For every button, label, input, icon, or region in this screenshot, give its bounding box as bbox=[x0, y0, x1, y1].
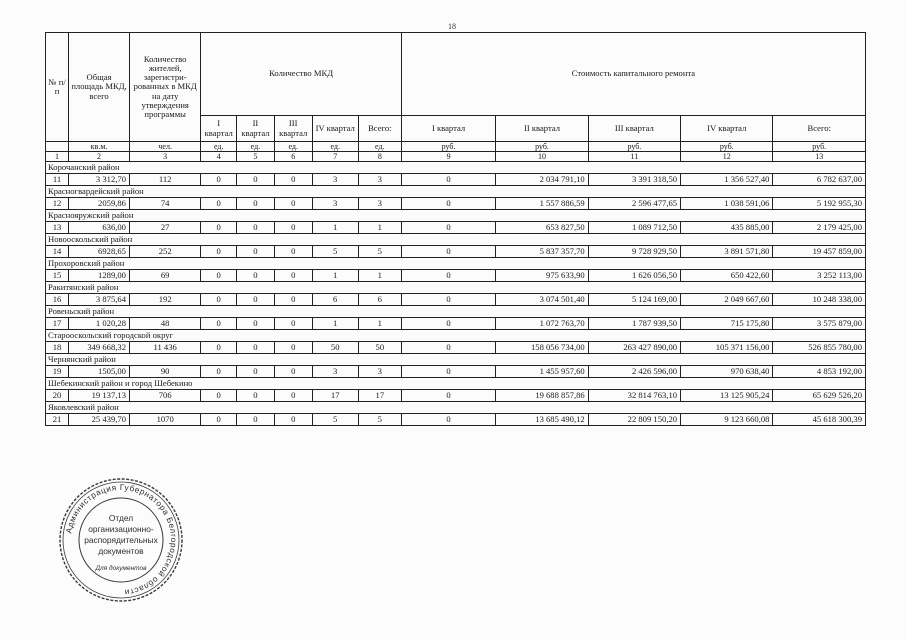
cost-q1-cell: 0 bbox=[401, 222, 495, 234]
cost-q3-cell: 2 596 477,65 bbox=[588, 198, 680, 210]
cost-q4-cell: 13 125 905,24 bbox=[681, 390, 773, 402]
residents-cell: 90 bbox=[129, 366, 200, 378]
cost-q3-cell: 5 124 169,00 bbox=[588, 294, 680, 306]
mkd-q1-cell: 0 bbox=[201, 198, 237, 210]
cost-q1-cell: 0 bbox=[401, 414, 495, 426]
column-number: 5 bbox=[237, 152, 275, 162]
table-row bbox=[46, 174, 866, 186]
region-row bbox=[46, 162, 866, 174]
row-number-cell: 16 bbox=[46, 294, 69, 306]
units-row bbox=[46, 142, 866, 152]
cost-q2-cell: 19 688 857,86 bbox=[496, 390, 588, 402]
row-number-cell: 15 bbox=[46, 270, 69, 282]
cost-q4-cell: 715 175,80 bbox=[681, 318, 773, 330]
cost-q3-cell: 263 427 890,00 bbox=[588, 342, 680, 354]
cost-q2-cell: 653 827,50 bbox=[496, 222, 588, 234]
cost-total-cell: 19 457 859,00 bbox=[773, 246, 866, 258]
cost-q4-cell: 2 049 667,60 bbox=[681, 294, 773, 306]
cost-total-cell: 5 192 955,30 bbox=[773, 198, 866, 210]
header-mkd-q2: II квартал bbox=[237, 116, 275, 142]
region-row bbox=[46, 402, 866, 414]
cost-q4-cell: 3 891 571,80 bbox=[681, 246, 773, 258]
unit-cell: чел. bbox=[129, 142, 200, 152]
mkd-q4-cell: 3 bbox=[312, 366, 358, 378]
column-number: 6 bbox=[274, 152, 312, 162]
stamp-line: Отдел bbox=[108, 513, 134, 523]
total-area-cell: 25 439,70 bbox=[69, 414, 130, 426]
region-name: Краснояружский район bbox=[46, 210, 866, 222]
cost-total-cell: 3 575 879,00 bbox=[773, 318, 866, 330]
mkd-q2-cell: 0 bbox=[237, 342, 275, 354]
header-mkd-q4: IV квартал bbox=[312, 116, 358, 142]
unit-cell: кв.м. bbox=[69, 142, 130, 152]
row-number-cell: 11 bbox=[46, 174, 69, 186]
header-cost-total: Всего: bbox=[773, 116, 866, 142]
page-number: 18 bbox=[448, 22, 456, 31]
cost-q4-cell: 650 422,60 bbox=[681, 270, 773, 282]
cost-q1-cell: 0 bbox=[401, 318, 495, 330]
cost-total-cell: 6 782 637,00 bbox=[773, 174, 866, 186]
cost-total-cell: 526 855 780,00 bbox=[773, 342, 866, 354]
row-number-cell: 20 bbox=[46, 390, 69, 402]
cost-q1-cell: 0 bbox=[401, 174, 495, 186]
mkd-q4-cell: 6 bbox=[312, 294, 358, 306]
mkd-q2-cell: 0 bbox=[237, 414, 275, 426]
cost-q3-cell: 2 426 596,00 bbox=[588, 366, 680, 378]
region-row bbox=[46, 186, 866, 198]
mkd-q2-cell: 0 bbox=[237, 198, 275, 210]
header-mkd-count: Количество МКД bbox=[201, 33, 401, 116]
column-number: 2 bbox=[69, 152, 130, 162]
cost-total-cell: 45 618 300,39 bbox=[773, 414, 866, 426]
region-row bbox=[46, 210, 866, 222]
region-row bbox=[46, 306, 866, 318]
mkd-q3-cell: 0 bbox=[274, 270, 312, 282]
official-stamp bbox=[58, 477, 184, 603]
mkd-q3-cell: 0 bbox=[274, 294, 312, 306]
mkd-q2-cell: 0 bbox=[237, 366, 275, 378]
row-number-cell: 14 bbox=[46, 246, 69, 258]
residents-cell: 11 436 bbox=[129, 342, 200, 354]
region-name: Яковлевский район bbox=[46, 402, 866, 414]
table-row bbox=[46, 414, 866, 426]
header-mkd-q1: I квартал bbox=[201, 116, 237, 142]
total-area-cell: 636,00 bbox=[69, 222, 130, 234]
total-area-cell: 3 312,70 bbox=[69, 174, 130, 186]
region-row bbox=[46, 330, 866, 342]
residents-cell: 1070 bbox=[129, 414, 200, 426]
table-row bbox=[46, 198, 866, 210]
unit-cell: руб. bbox=[588, 142, 680, 152]
stamp-line: распорядительных bbox=[84, 535, 158, 545]
table-row bbox=[46, 390, 866, 402]
region-row bbox=[46, 354, 866, 366]
region-name: Чернянский район bbox=[46, 354, 866, 366]
region-name: Шебекинский район и город Шебекино bbox=[46, 378, 866, 390]
unit-cell: руб. bbox=[681, 142, 773, 152]
mkd-total-cell: 17 bbox=[358, 390, 401, 402]
cost-q4-cell: 105 371 156,00 bbox=[681, 342, 773, 354]
table-body bbox=[46, 162, 866, 426]
cost-q2-cell: 1 557 886,59 bbox=[496, 198, 588, 210]
mkd-q3-cell: 0 bbox=[274, 414, 312, 426]
mkd-q1-cell: 0 bbox=[201, 270, 237, 282]
cost-q2-cell: 13 685 490,12 bbox=[496, 414, 588, 426]
unit-cell: ед. bbox=[237, 142, 275, 152]
mkd-q4-cell: 17 bbox=[312, 390, 358, 402]
mkd-q4-cell: 1 bbox=[312, 270, 358, 282]
table-row bbox=[46, 366, 866, 378]
mkd-total-cell: 1 bbox=[358, 222, 401, 234]
table-row bbox=[46, 270, 866, 282]
mkd-q3-cell: 0 bbox=[274, 174, 312, 186]
mkd-q4-cell: 3 bbox=[312, 198, 358, 210]
region-row bbox=[46, 234, 866, 246]
stamp-line: организационно- bbox=[88, 524, 154, 534]
column-number: 8 bbox=[358, 152, 401, 162]
cost-q1-cell: 0 bbox=[401, 390, 495, 402]
residents-cell: 27 bbox=[129, 222, 200, 234]
header-residents: Количество жителей, зарегистри-рованных в МКД на дату утверждения программы bbox=[129, 33, 200, 142]
cost-q1-cell: 0 bbox=[401, 270, 495, 282]
cost-total-cell: 2 179 425,00 bbox=[773, 222, 866, 234]
residents-cell: 112 bbox=[129, 174, 200, 186]
region-row bbox=[46, 378, 866, 390]
mkd-total-cell: 3 bbox=[358, 174, 401, 186]
mkd-q4-cell: 1 bbox=[312, 318, 358, 330]
mkd-q2-cell: 0 bbox=[237, 174, 275, 186]
row-number-cell: 21 bbox=[46, 414, 69, 426]
region-name: Старооскольский городской округ bbox=[46, 330, 866, 342]
cost-q3-cell: 1 626 056,50 bbox=[588, 270, 680, 282]
unit-cell: руб. bbox=[401, 142, 495, 152]
cost-q3-cell: 22 809 150,20 bbox=[588, 414, 680, 426]
cost-q1-cell: 0 bbox=[401, 246, 495, 258]
cost-q4-cell: 9 123 660,08 bbox=[681, 414, 773, 426]
cost-total-cell: 65 629 526,20 bbox=[773, 390, 866, 402]
cost-q2-cell: 5 837 357,70 bbox=[496, 246, 588, 258]
mkd-q1-cell: 0 bbox=[201, 414, 237, 426]
stamp-center-text bbox=[80, 513, 162, 557]
cost-total-cell: 4 853 192,00 bbox=[773, 366, 866, 378]
stamp-ring-text: Администрация Губернатора Белгородской области bbox=[64, 482, 179, 597]
mkd-total-cell: 5 bbox=[358, 414, 401, 426]
mkd-q2-cell: 0 bbox=[237, 222, 275, 234]
cost-q1-cell: 0 bbox=[401, 342, 495, 354]
residents-cell: 69 bbox=[129, 270, 200, 282]
mkd-q1-cell: 0 bbox=[201, 318, 237, 330]
stamp-lower-text: Для документов bbox=[95, 565, 147, 572]
mkd-q3-cell: 0 bbox=[274, 342, 312, 354]
mkd-q3-cell: 0 bbox=[274, 366, 312, 378]
table-row bbox=[46, 246, 866, 258]
header-num: № п/п bbox=[46, 33, 69, 142]
stamp-line: документов bbox=[98, 546, 144, 556]
cost-q3-cell: 1 089 712,50 bbox=[588, 222, 680, 234]
mkd-total-cell: 50 bbox=[358, 342, 401, 354]
region-row bbox=[46, 258, 866, 270]
cost-q2-cell: 2 034 791,10 bbox=[496, 174, 588, 186]
cost-total-cell: 10 248 338,00 bbox=[773, 294, 866, 306]
mkd-q1-cell: 0 bbox=[201, 222, 237, 234]
header-repair-cost: Стоимость капитального ремонта bbox=[401, 33, 865, 116]
mkd-q2-cell: 0 bbox=[237, 246, 275, 258]
mkd-q1-cell: 0 bbox=[201, 366, 237, 378]
residents-cell: 706 bbox=[129, 390, 200, 402]
table-row bbox=[46, 318, 866, 330]
region-name: Новооскольский район bbox=[46, 234, 866, 246]
row-number-cell: 13 bbox=[46, 222, 69, 234]
mkd-total-cell: 1 bbox=[358, 270, 401, 282]
row-number-cell: 19 bbox=[46, 366, 69, 378]
residents-cell: 192 bbox=[129, 294, 200, 306]
mkd-q3-cell: 0 bbox=[274, 198, 312, 210]
mkd-q1-cell: 0 bbox=[201, 174, 237, 186]
mkd-q2-cell: 0 bbox=[237, 318, 275, 330]
unit-cell: руб. bbox=[496, 142, 588, 152]
mkd-q2-cell: 0 bbox=[237, 270, 275, 282]
cost-q3-cell: 32 814 763,10 bbox=[588, 390, 680, 402]
cost-q4-cell: 1 038 591,06 bbox=[681, 198, 773, 210]
residents-cell: 48 bbox=[129, 318, 200, 330]
mkd-q4-cell: 5 bbox=[312, 414, 358, 426]
mkd-q3-cell: 0 bbox=[274, 222, 312, 234]
region-name: Корочанский район bbox=[46, 162, 866, 174]
column-number: 10 bbox=[496, 152, 588, 162]
table-row bbox=[46, 342, 866, 354]
unit-cell: ед. bbox=[274, 142, 312, 152]
region-row bbox=[46, 282, 866, 294]
cost-q2-cell: 3 074 501,40 bbox=[496, 294, 588, 306]
cost-q1-cell: 0 bbox=[401, 198, 495, 210]
header-mkd-q3: III квартал bbox=[274, 116, 312, 142]
header-area: Общая площадь МКД, всего bbox=[69, 33, 130, 142]
row-number-cell: 12 bbox=[46, 198, 69, 210]
total-area-cell: 1505,00 bbox=[69, 366, 130, 378]
capital-repair-table bbox=[45, 32, 866, 426]
mkd-q3-cell: 0 bbox=[274, 246, 312, 258]
header-cost-q3: III квартал bbox=[588, 116, 680, 142]
cost-total-cell: 3 252 113,00 bbox=[773, 270, 866, 282]
total-area-cell: 3 875,64 bbox=[69, 294, 130, 306]
cost-q4-cell: 970 638,40 bbox=[681, 366, 773, 378]
column-number: 4 bbox=[201, 152, 237, 162]
unit-cell: ед. bbox=[312, 142, 358, 152]
cost-q3-cell: 1 787 939,50 bbox=[588, 318, 680, 330]
table-row bbox=[46, 222, 866, 234]
cost-q2-cell: 975 633,90 bbox=[496, 270, 588, 282]
mkd-q2-cell: 0 bbox=[237, 294, 275, 306]
mkd-q4-cell: 5 bbox=[312, 246, 358, 258]
cost-q4-cell: 1 356 527,40 bbox=[681, 174, 773, 186]
cost-q2-cell: 158 056 734,00 bbox=[496, 342, 588, 354]
cost-q3-cell: 3 391 318,50 bbox=[588, 174, 680, 186]
residents-cell: 252 bbox=[129, 246, 200, 258]
cost-q4-cell: 435 885,00 bbox=[681, 222, 773, 234]
mkd-q1-cell: 0 bbox=[201, 294, 237, 306]
mkd-q1-cell: 0 bbox=[201, 342, 237, 354]
column-number: 3 bbox=[129, 152, 200, 162]
total-area-cell: 19 137,13 bbox=[69, 390, 130, 402]
cost-q3-cell: 9 728 929,50 bbox=[588, 246, 680, 258]
column-number: 13 bbox=[773, 152, 866, 162]
region-name: Прохоровский район bbox=[46, 258, 866, 270]
unit-cell: ед. bbox=[358, 142, 401, 152]
column-number: 1 bbox=[46, 152, 69, 162]
mkd-total-cell: 3 bbox=[358, 366, 401, 378]
mkd-q4-cell: 50 bbox=[312, 342, 358, 354]
mkd-q1-cell: 0 bbox=[201, 390, 237, 402]
header-cost-q4: IV квартал bbox=[681, 116, 773, 142]
header-mkd-total: Всего: bbox=[358, 116, 401, 142]
total-area-cell: 2059,86 bbox=[69, 198, 130, 210]
total-area-cell: 1289,00 bbox=[69, 270, 130, 282]
total-area-cell: 349 668,32 bbox=[69, 342, 130, 354]
column-number: 7 bbox=[312, 152, 358, 162]
column-numbers-row bbox=[46, 152, 866, 162]
total-area-cell: 6928,65 bbox=[69, 246, 130, 258]
mkd-q4-cell: 3 bbox=[312, 174, 358, 186]
region-name: Ровеньский район bbox=[46, 306, 866, 318]
region-name: Ракитянский район bbox=[46, 282, 866, 294]
table-row bbox=[46, 294, 866, 306]
mkd-total-cell: 6 bbox=[358, 294, 401, 306]
cost-q2-cell: 1 455 957,60 bbox=[496, 366, 588, 378]
column-number: 12 bbox=[681, 152, 773, 162]
mkd-total-cell: 1 bbox=[358, 318, 401, 330]
region-name: Красногвардейский район bbox=[46, 186, 866, 198]
unit-cell: ед. bbox=[201, 142, 237, 152]
column-number: 11 bbox=[588, 152, 680, 162]
column-number: 9 bbox=[401, 152, 495, 162]
mkd-q2-cell: 0 bbox=[237, 390, 275, 402]
unit-cell: руб. bbox=[773, 142, 866, 152]
mkd-q4-cell: 1 bbox=[312, 222, 358, 234]
cost-q1-cell: 0 bbox=[401, 294, 495, 306]
mkd-total-cell: 5 bbox=[358, 246, 401, 258]
mkd-q3-cell: 0 bbox=[274, 390, 312, 402]
header-cost-q1: I квартал bbox=[401, 116, 495, 142]
row-number-cell: 18 bbox=[46, 342, 69, 354]
mkd-q1-cell: 0 bbox=[201, 246, 237, 258]
row-number-cell: 17 bbox=[46, 318, 69, 330]
unit-cell bbox=[46, 142, 69, 152]
mkd-q3-cell: 0 bbox=[274, 318, 312, 330]
cost-q2-cell: 1 072 763,70 bbox=[496, 318, 588, 330]
total-area-cell: 1 020,28 bbox=[69, 318, 130, 330]
cost-q1-cell: 0 bbox=[401, 366, 495, 378]
mkd-total-cell: 3 bbox=[358, 198, 401, 210]
header-cost-q2: II квартал bbox=[496, 116, 588, 142]
residents-cell: 74 bbox=[129, 198, 200, 210]
